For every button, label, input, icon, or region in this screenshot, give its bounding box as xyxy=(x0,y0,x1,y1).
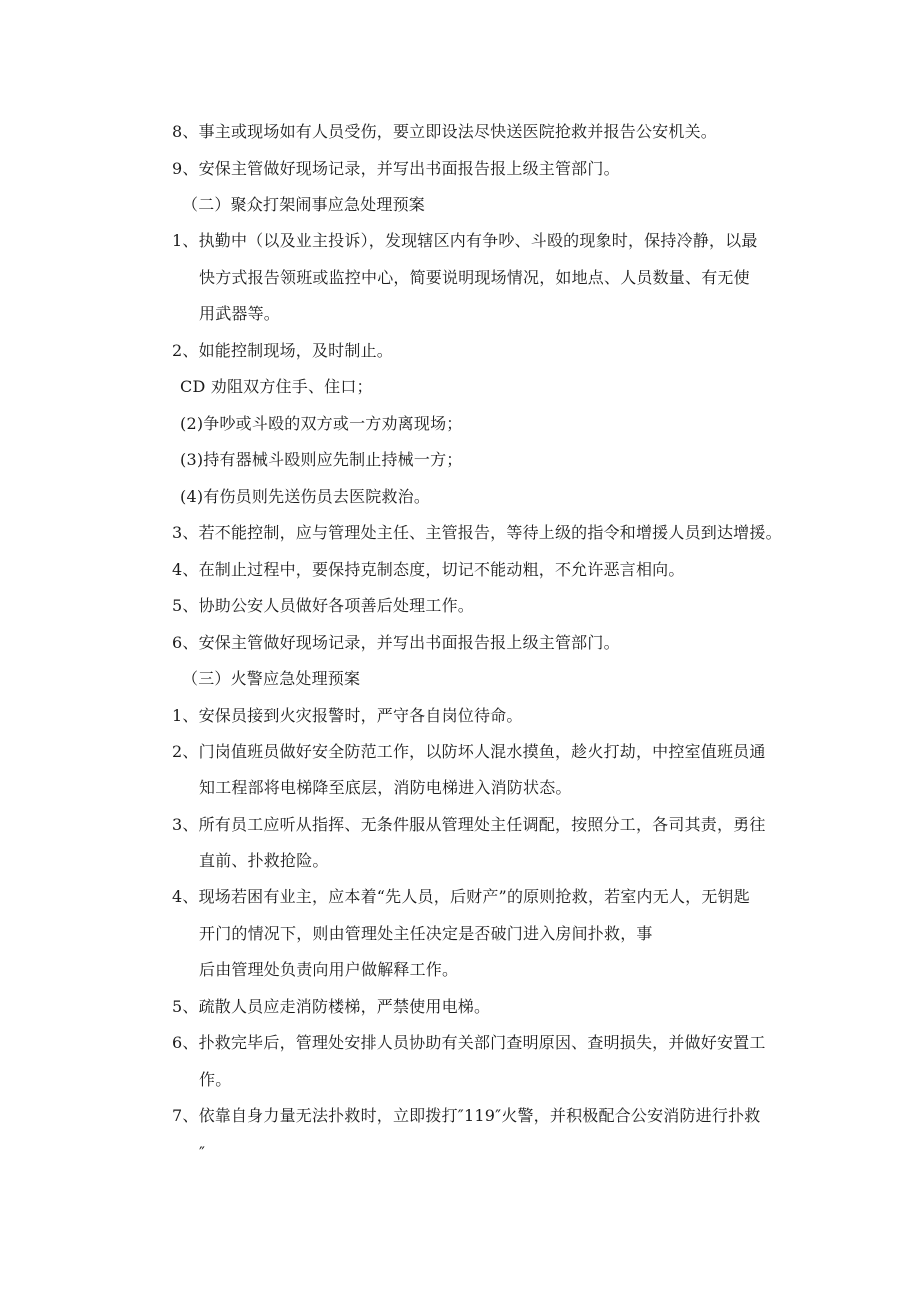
s3-item-4-line-2: 开门的情况下，则由管理处主任决定是否破门进入房间扑救，事 xyxy=(199,924,653,943)
s3-item-7-line-1: 7、依靠自身力量无法扑救时，立即拨打″119″火警，并积极配合公安消防进行扑救 xyxy=(172,1106,761,1125)
s2-sub-1: CD 劝阻双方住手、住口； xyxy=(180,377,373,396)
s3-item-5-line-1: 5、疏散人员应走消防楼梯，严禁使用电梯。 xyxy=(172,997,491,1016)
s2-item-1-line-2: 快方式报告领班或监控中心，简要说明现场情况，如地点、人员数量、有无使 xyxy=(199,268,750,287)
s2-item-1-line-3: 用武器等。 xyxy=(199,304,281,323)
s2-item-1-line-1: 1、执勤中（以及业主投诉），发现辖区内有争吵、斗殴的现象时，保持冷静，以最 xyxy=(172,231,758,250)
s2-item-5-line-1: 5、协助公安人员做好各项善后处理工作。 xyxy=(172,596,474,615)
s3-item-4-line-1: 4、现场若困有业主，应本着“先人员，后财产”的原则抢救，若室内无人，无钥匙 xyxy=(172,887,750,906)
s3-item-3-line-2: 直前、扑救抢险。 xyxy=(199,851,329,870)
s3-item-4-line-3: 后由管理处负责向用户做解释工作。 xyxy=(199,960,459,979)
s3-item-6-line-2: 作。 xyxy=(199,1070,232,1089)
s2-item-6-line-1: 6、安保主管做好现场记录，并写出书面报告报上级主管部门。 xyxy=(172,633,620,652)
s3-item-7-line-2: ″ xyxy=(199,1143,206,1162)
s3-item-1-line-1: 1、安保员接到火灾报警时，严守各自岗位待命。 xyxy=(172,706,523,725)
s3-item-2-line-1: 2、门岗值班员做好安全防范工作，以防坏人混水摸鱼，趁火打劫，中控室值班员通 xyxy=(172,742,766,761)
s2-sub-2: (2)争吵或斗殴的双方或一方劝离现场； xyxy=(180,414,463,433)
s3-item-2-line-2: 知工程部将电梯降至底层，消防电梯进入消防状态。 xyxy=(199,778,572,797)
section-heading-3: （三）火警应急处理预案 xyxy=(182,669,361,688)
s2-item-2-line-1: 2、如能控制现场，及时制止。 xyxy=(172,341,393,360)
s2-sub-4: (4)有伤员则先送伤员去医院救治。 xyxy=(180,487,431,506)
s2-item-4-line-1: 4、在制止过程中，要保持克制态度，切记不能动粗，不允许恶言相向。 xyxy=(172,560,685,579)
s3-item-6-line-1: 6、扑救完毕后，管理处安排人员协助有关部门查明原因、查明损失，并做好安置工 xyxy=(172,1033,766,1052)
s2-sub-3: (3)持有器械斗殴则应先制止持械一方； xyxy=(180,450,463,469)
section-heading-2: （二）聚众打架闹事应急处理预案 xyxy=(182,195,426,214)
item-9-line-1: 9、安保主管做好现场记录，并写出书面报告报上级主管部门。 xyxy=(172,159,620,178)
s3-item-3-line-1: 3、所有员工应听从指挥、无条件服从管理处主任调配，按照分工，各司其责，勇往 xyxy=(172,815,766,834)
s2-item-3-line-1: 3、若不能控制，应与管理处主任、主管报告，等待上级的指令和增援人员到达增援。 xyxy=(172,523,782,542)
item-8-line-1: 8、事主或现场如有人员受伤，要立即设法尽快送医院抢救并报告公安机关。 xyxy=(172,122,717,141)
